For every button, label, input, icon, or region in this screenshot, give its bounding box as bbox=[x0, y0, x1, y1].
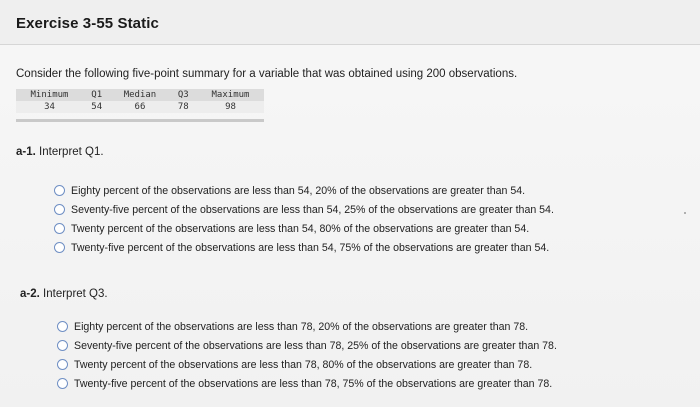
option-label: Twenty-five percent of the observations are less than 78, 75% of the observations are greater than 78. bbox=[74, 377, 553, 390]
part-a1-option-2[interactable] bbox=[54, 200, 554, 219]
part-a2-option-2[interactable] bbox=[57, 336, 557, 355]
radio-button-icon[interactable] bbox=[57, 340, 68, 351]
part-a2-option-3[interactable] bbox=[57, 355, 557, 374]
option-label: Eighty percent of the observations are less than 54, 20% of the observations are greater than 54. bbox=[71, 184, 526, 197]
part-a2-label bbox=[20, 288, 108, 300]
radio-button-icon[interactable] bbox=[57, 378, 68, 389]
part-a1-number: a-1. bbox=[16, 146, 36, 158]
option-label: Seventy-five percent of the observations are less than 78, 25% of the observations are greater than 78. bbox=[74, 339, 557, 352]
question-prompt: Consider the following five-point summary for a variable that was obtained using 200 observations. bbox=[16, 68, 518, 80]
radio-button-icon[interactable] bbox=[54, 223, 65, 234]
part-a1-options bbox=[54, 181, 554, 257]
summary-header-median: Median bbox=[123, 90, 157, 100]
option-label: Twenty-five percent of the observations are less than 54, 75% of the observations are greater than 54. bbox=[71, 241, 550, 254]
summary-header-row bbox=[16, 89, 264, 101]
option-label: Twenty percent of the observations are less than 54, 80% of the observations are greater than 54. bbox=[71, 222, 530, 235]
exercise-title: Exercise 3-55 Static bbox=[16, 15, 159, 32]
summary-value-q3: 78 bbox=[177, 102, 189, 112]
table-bottom-rule bbox=[16, 119, 264, 122]
part-a1-option-1[interactable] bbox=[54, 181, 554, 200]
summary-value-row bbox=[16, 101, 264, 113]
summary-value-q1: 54 bbox=[91, 102, 103, 112]
option-label: Twenty percent of the observations are less than 78, 80% of the observations are greater than 78. bbox=[74, 358, 533, 371]
stray-mark bbox=[684, 212, 686, 214]
part-a2-options bbox=[57, 317, 557, 393]
summary-header-q1: Q1 bbox=[91, 90, 103, 100]
radio-button-icon[interactable] bbox=[54, 185, 65, 196]
part-a1-label bbox=[16, 146, 104, 158]
radio-button-icon[interactable] bbox=[54, 204, 65, 215]
summary-header-maximum: Maximum bbox=[211, 90, 250, 100]
part-a1-option-4[interactable] bbox=[54, 238, 554, 257]
summary-value-median: 66 bbox=[134, 102, 146, 112]
summary-value-minimum: 34 bbox=[44, 102, 55, 112]
five-point-summary-table bbox=[16, 89, 264, 113]
part-a2-number: a-2. bbox=[20, 288, 40, 300]
radio-button-icon[interactable] bbox=[57, 359, 68, 370]
option-label: Eighty percent of the observations are less than 78, 20% of the observations are greater than 78. bbox=[74, 320, 529, 333]
header-divider bbox=[0, 44, 700, 45]
part-a2-text: Interpret Q3. bbox=[43, 288, 108, 300]
radio-button-icon[interactable] bbox=[57, 321, 68, 332]
summary-header-q3: Q3 bbox=[177, 90, 189, 100]
part-a1-text: Interpret Q1. bbox=[39, 146, 104, 158]
summary-header-minimum: Minimum bbox=[30, 90, 69, 100]
option-label: Seventy-five percent of the observations are less than 54, 25% of the observations are greater than 54. bbox=[71, 203, 554, 216]
part-a2-option-4[interactable] bbox=[57, 374, 557, 393]
part-a1-option-3[interactable] bbox=[54, 219, 554, 238]
radio-button-icon[interactable] bbox=[54, 242, 65, 253]
part-a2-option-1[interactable] bbox=[57, 317, 557, 336]
summary-value-maximum: 98 bbox=[225, 102, 236, 112]
